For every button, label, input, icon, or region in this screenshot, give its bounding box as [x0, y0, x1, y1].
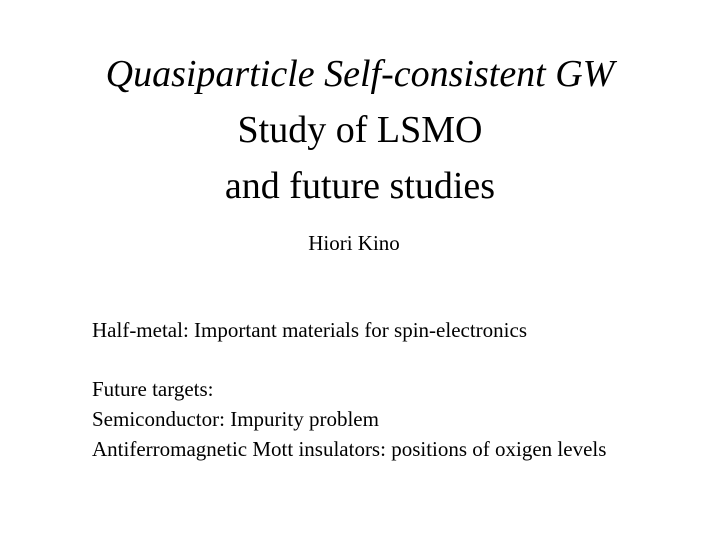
slide-title [0, 46, 720, 214]
author-name: Hiori Kino [308, 231, 400, 255]
future-target-item: Antiferromagnetic Mott insulators: positions of oxigen levels [92, 437, 607, 461]
future-target-item: Semiconductor: Impurity problem [92, 407, 379, 431]
title-line-2: Study of LSMO [237, 109, 483, 151]
future-targets [92, 374, 606, 464]
summary-text [92, 315, 527, 345]
summary-line: Half-metal: Important materials for spin-electronics [92, 318, 528, 342]
title-line-3: and future studies [224, 165, 496, 207]
title-line-1: Quasiparticle Self-consistent GW [105, 53, 615, 95]
future-targets-heading: Future targets: [92, 377, 214, 401]
